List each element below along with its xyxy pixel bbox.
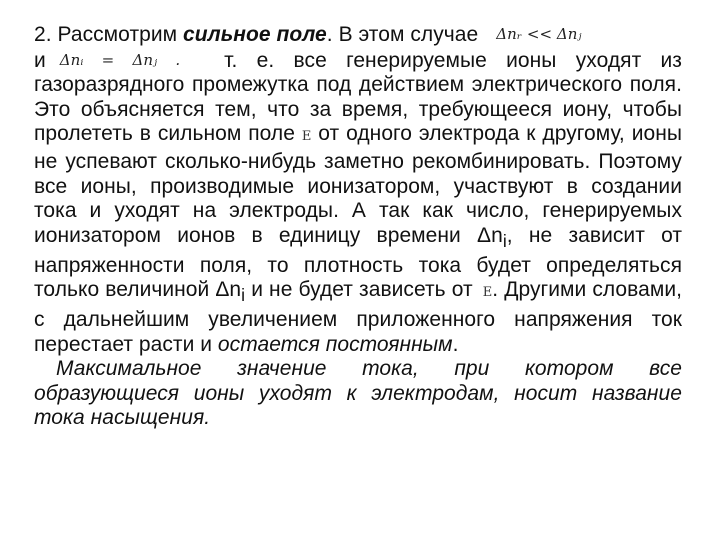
field-vector-symbol-2: E [482, 285, 493, 301]
constant-current-term: остается постоянным [217, 332, 453, 356]
slide-text-block [34, 22, 682, 431]
intro-tail: . В этом случае [326, 23, 479, 46]
subscript-i: i [502, 230, 507, 251]
subscript-i-2: i [241, 285, 246, 306]
paragraph-saturation [34, 357, 682, 431]
body-text-5: . Другими словами, с дальнейшим увеличением приложенного напряжения ток перестает расти и [34, 278, 683, 356]
body-text-3: , не зависит от напряженности поля, то плотность тока будет определяться только величиной Δn [34, 223, 683, 302]
body-text-1: т. е. все генерируемые ионы уходят из газоразрядного промежутка под действием электрического поля. Это объясняется тем, что за время, требующееся иону, чтобы пролететь в сильном поле [34, 48, 682, 146]
intro-text: 2. Рассмотрим [34, 23, 183, 46]
formula-ion-balance: Δnᵢ = Δnⱼ . [59, 50, 181, 69]
body-text-4: и не будет зависеть от [245, 278, 473, 302]
body-text-2: от одного электрода к другому, ионы не успевают сколько-нибудь заметно рекомбинировать. Поэтому все ионы, производимые ионизатором, участвуют в создании тока и уходят на электроды. А так как число, генерируемых ионизатором ионов в единицу времени Δn [34, 122, 682, 247]
paragraph-strong-field [34, 22, 682, 357]
field-vector-symbol: E [301, 129, 312, 145]
strong-field-term: сильное поле [183, 23, 327, 46]
sentence-end: . [452, 332, 459, 356]
formula-recombination-inequality: Δnᵣ << Δnⱼ [496, 25, 582, 43]
conjunction-and: и [34, 48, 46, 72]
saturation-definition: Максимальное значение тока, при котором все образующиеся ионы уходят к электродам, носит название тока насыщения. [34, 357, 682, 430]
